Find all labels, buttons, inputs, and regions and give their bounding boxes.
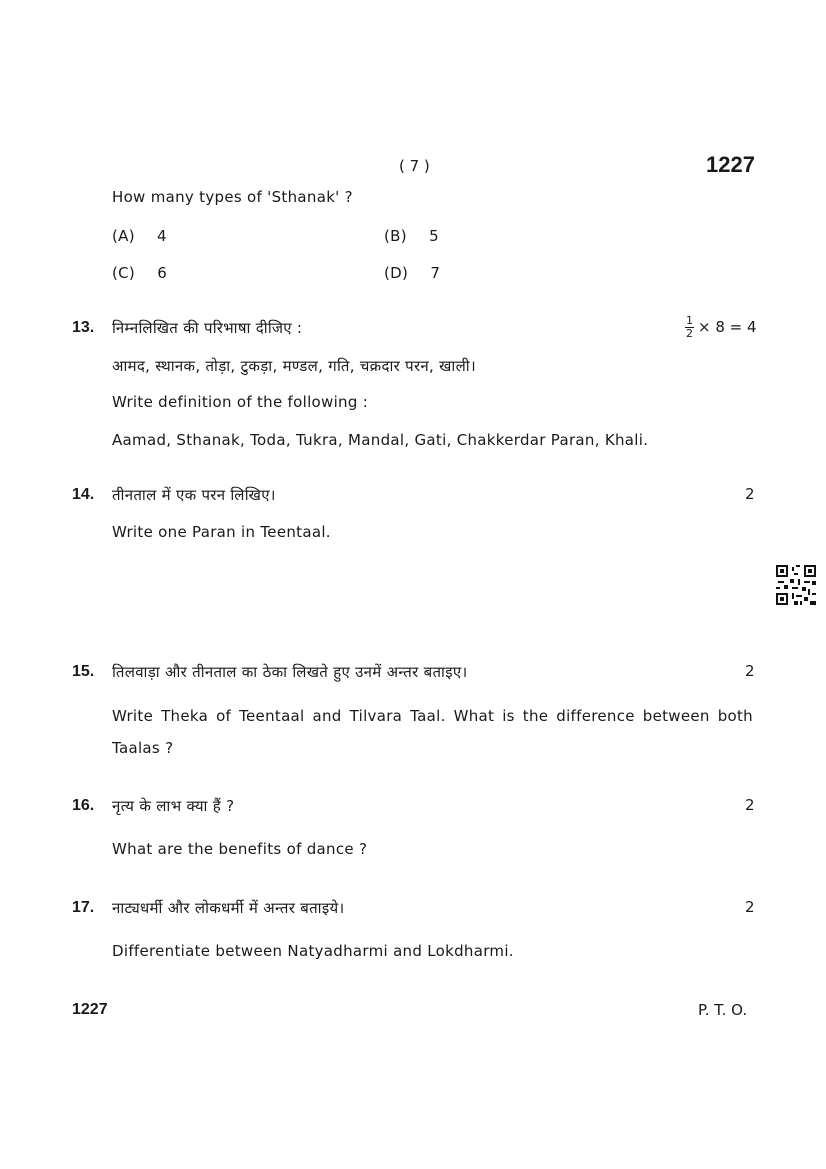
q13-marks [685,315,757,340]
page-number: ( 7 ) [399,157,430,175]
q16-number: 16. [72,797,95,814]
q15-number: 15. [72,663,95,680]
q17-marks: 2 [745,898,755,916]
q13-english-terms: Aamad, Sthanak, Toda, Tukra, Mandal, Gati, Chakkerdar Paran, Khali. [112,431,649,449]
option-label: (C) [112,264,136,282]
option-value: 5 [429,227,439,245]
q16-hindi: नृत्य के लाभ क्या हैं ? [112,797,235,815]
q14-english: Write one Paran in Teentaal. [112,523,331,541]
option-label: (A) [112,227,135,245]
q14-marks: 2 [745,485,755,503]
q16-english: What are the benefits of dance ? [112,840,368,858]
option-label: (D) [384,264,409,282]
q12-option-b [384,227,439,245]
q17-number: 17. [72,899,95,916]
option-value: 4 [157,227,167,245]
q15-english-line2: Taalas ? [112,739,174,757]
option-label: (B) [384,227,407,245]
q13-number: 13. [72,319,95,336]
q14-hindi: तीनताल में एक परन लिखिए। [112,486,276,504]
q12-option-d [384,264,440,282]
paper-code-footer: 1227 [72,1001,108,1018]
marks-multiplier: × 8 = 4 [698,318,757,336]
q14-number: 14. [72,486,95,503]
q12-text: How many types of 'Sthanak' ? [112,188,353,206]
q15-hindi: तिलवाड़ा और तीनताल का ठेका लिखते हुए उनमें अन्तर बताइए। [112,663,468,681]
q13-hindi: निम्नलिखित की परिभाषा दीजिए : [112,319,303,337]
paper-code-header: 1227 [706,152,755,177]
fraction-denominator: 2 [686,327,693,340]
q17-english: Differentiate between Natyadharmi and Lokdharmi. [112,942,514,960]
q13-hindi-terms: आमद, स्थानक, तोड़ा, टुकड़ा, मण्डल, गति, चक्रदार परन, खाली। [112,357,476,375]
qr-code-icon [776,565,816,605]
q12-option-a [112,227,167,245]
q13-english: Write definition of the following : [112,393,369,411]
q17-hindi: नाट्यधर्मी और लोकधर्मी में अन्तर बताइये। [112,899,345,917]
q15-marks: 2 [745,662,755,680]
pto-label: P. T. O. [698,1001,748,1019]
fraction-numerator: 1 [686,314,693,327]
q16-marks: 2 [745,796,755,814]
marks-fraction [685,315,694,340]
q15-english-line1: Write Theka of Teentaal and Tilvara Taal. What is the difference between both [112,707,753,725]
option-value: 7 [430,264,441,282]
option-value: 6 [157,264,168,282]
q12-option-c [112,264,167,282]
